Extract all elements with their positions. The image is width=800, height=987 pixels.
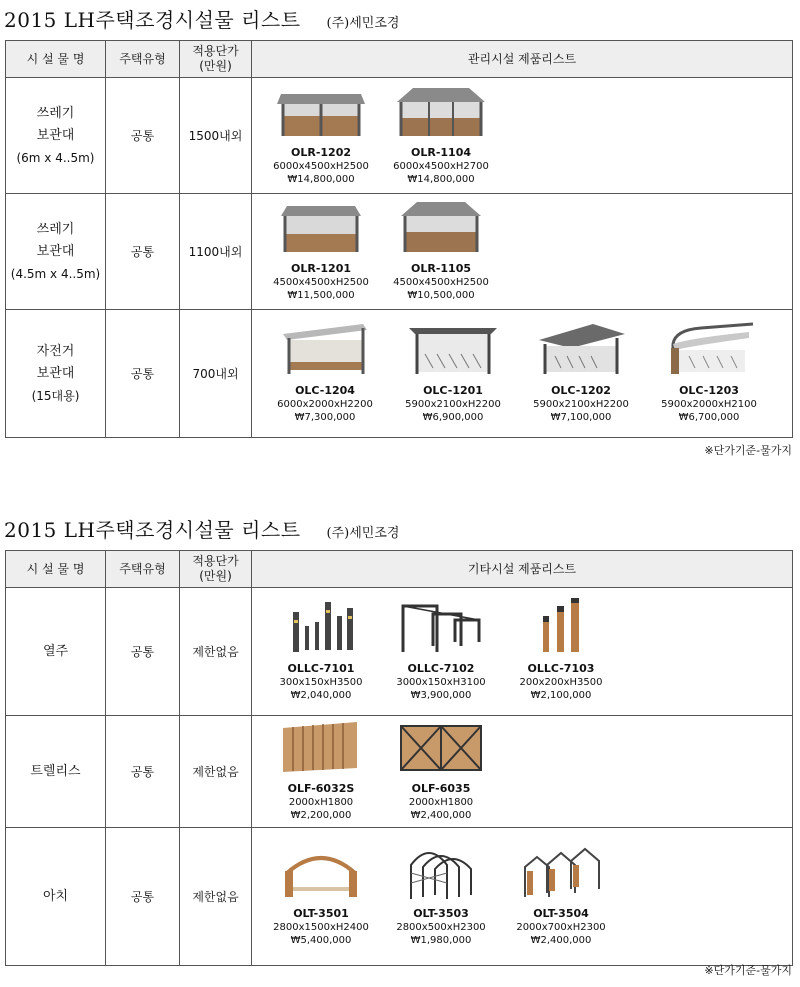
product-card <box>262 843 380 947</box>
product-spec: 2000x700xH2300 <box>516 921 606 933</box>
product-spec: 3000x150xH3100 <box>396 676 486 688</box>
header-products: 기타시설 제품리스트 <box>252 551 793 588</box>
facility-size: (6m x 4..5m) <box>16 150 95 165</box>
product-card <box>646 320 772 424</box>
shelter-icon <box>273 82 369 140</box>
shelter-icon <box>393 198 489 256</box>
header-housing-type: 주택유형 <box>106 551 180 588</box>
unit-price: 700내외 <box>180 310 252 438</box>
product-list <box>252 716 793 828</box>
product-code: OLT-3503 <box>413 906 469 920</box>
product-card <box>382 718 500 822</box>
product-price: ₩10,500,000 <box>407 289 475 301</box>
product-price: ₩6,900,000 <box>422 411 484 423</box>
pillar-icon <box>273 598 369 656</box>
product-card <box>262 320 388 424</box>
shelter-icon <box>393 82 489 140</box>
product-code: OLC-1201 <box>423 383 483 397</box>
product-code: OLLC-7103 <box>527 661 595 675</box>
facility-name <box>6 588 106 716</box>
section-2 <box>0 510 800 987</box>
product-price: ₩2,200,000 <box>290 809 352 821</box>
page-title: 2015 LH주택조경시설물 리스트 <box>4 8 301 32</box>
product-card <box>382 598 500 702</box>
price-note: ※단가기준-물가지 <box>704 444 792 457</box>
table-row <box>6 828 793 966</box>
bike-shelter-icon <box>533 320 629 378</box>
product-code: OLR-1202 <box>290 145 351 159</box>
table-row <box>6 310 793 438</box>
table-row <box>6 78 793 194</box>
product-price: ₩11,500,000 <box>287 289 355 301</box>
product-spec: 4500x4500xH2500 <box>393 276 489 288</box>
facility-name-line: 아치 <box>42 888 69 904</box>
header-price: 적용단가 (만원) <box>180 551 252 588</box>
housing-type: 공통 <box>106 716 180 828</box>
product-spec: 2000xH1800 <box>288 796 354 808</box>
product-card <box>390 320 516 424</box>
housing-type: 공통 <box>106 194 180 310</box>
product-card <box>382 82 500 186</box>
table-row <box>6 716 793 828</box>
product-code: OLF-6035 <box>411 781 471 795</box>
metal-arch-icon <box>393 843 489 901</box>
header-price: 적용단가 (만원) <box>180 41 252 78</box>
product-code: OLC-1202 <box>551 383 611 397</box>
product-code: OLR-1104 <box>410 145 471 159</box>
product-card <box>262 718 380 822</box>
product-card <box>262 82 380 186</box>
trellis-icon <box>273 718 369 776</box>
facility-name-line: 보관대 <box>36 365 75 381</box>
product-list <box>252 310 793 438</box>
product-card <box>382 198 500 302</box>
product-code: OLLC-7101 <box>287 661 355 675</box>
product-price: ₩3,900,000 <box>410 689 472 701</box>
housing-type: 공통 <box>106 310 180 438</box>
company-name: (주)세민조경 <box>326 526 400 541</box>
product-price: ₩14,800,000 <box>407 173 475 185</box>
product-price: ₩2,040,000 <box>290 689 352 701</box>
bike-shelter-icon <box>405 320 501 378</box>
product-spec: 4500x4500xH2500 <box>273 276 369 288</box>
product-price: ₩1,980,000 <box>410 934 472 946</box>
product-spec: 2000xH1800 <box>408 796 474 808</box>
product-table-2 <box>5 550 793 966</box>
product-card <box>262 198 380 302</box>
price-note: ※단가기준-물가지 <box>704 964 792 977</box>
product-list <box>252 828 793 966</box>
table-row <box>6 588 793 716</box>
unit-price: 제한없음 <box>180 828 252 966</box>
unit-price: 제한없음 <box>180 716 252 828</box>
arch-icon <box>273 843 369 901</box>
product-price: ₩6,700,000 <box>678 411 740 423</box>
unit-price: 제한없음 <box>180 588 252 716</box>
product-code: OLC-1203 <box>679 383 739 397</box>
product-code: OLR-1105 <box>410 261 471 275</box>
product-table-1 <box>5 40 793 438</box>
housing-type: 공통 <box>106 828 180 966</box>
header-facility: 시 설 물 명 <box>6 551 106 588</box>
product-price: ₩5,400,000 <box>290 934 352 946</box>
product-card <box>382 843 500 947</box>
facility-size: (15대용) <box>31 388 80 403</box>
facility-name-line: 보관대 <box>36 127 75 143</box>
product-list <box>252 588 793 716</box>
facility-name-line: 자전거 <box>36 343 75 359</box>
facility-name-line: 트렐리스 <box>30 763 81 779</box>
product-spec: 6000x2000xH2200 <box>277 398 373 410</box>
section-1 <box>0 0 800 470</box>
section-2-title-row <box>4 514 399 546</box>
product-spec: 5900x2100xH2200 <box>405 398 501 410</box>
facility-name-line: 쓰레기 <box>36 105 75 121</box>
product-card <box>502 598 620 702</box>
product-list <box>252 78 793 194</box>
facility-name-line: 쓰레기 <box>36 221 75 237</box>
product-code: OLT-3501 <box>293 906 349 920</box>
facility-name <box>6 194 106 310</box>
facility-name <box>6 828 106 966</box>
product-price: ₩7,300,000 <box>294 411 356 423</box>
housing-type: 공통 <box>106 588 180 716</box>
housing-type: 공통 <box>106 78 180 194</box>
unit-price: 1500내외 <box>180 78 252 194</box>
table-row <box>6 194 793 310</box>
facility-name <box>6 78 106 194</box>
unit-price: 1100내외 <box>180 194 252 310</box>
product-card <box>502 843 620 947</box>
house-arch-icon <box>513 843 609 901</box>
curved-shelter-icon <box>661 320 757 378</box>
section-1-title-row <box>4 4 399 36</box>
facility-name <box>6 310 106 438</box>
product-price: ₩2,100,000 <box>530 689 592 701</box>
header-facility: 시 설 물 명 <box>6 41 106 78</box>
product-spec: 300x150xH3500 <box>279 676 363 688</box>
product-price: ₩2,400,000 <box>530 934 592 946</box>
product-code: OLR-1201 <box>290 261 351 275</box>
facility-name-line: 보관대 <box>36 243 75 259</box>
product-spec: 5900x2100xH2200 <box>533 398 629 410</box>
product-spec: 6000x4500xH2500 <box>273 160 369 172</box>
product-card <box>518 320 644 424</box>
trellis-panel-icon <box>393 718 489 776</box>
company-name: (주)세민조경 <box>326 16 400 31</box>
product-code: OLLC-7102 <box>407 661 475 675</box>
product-price: ₩7,100,000 <box>550 411 612 423</box>
facility-size: (4.5m x 4..5m) <box>10 266 101 281</box>
product-list <box>252 194 793 310</box>
product-code: OLC-1204 <box>295 383 355 397</box>
header-housing-type: 주택유형 <box>106 41 180 78</box>
product-price: ₩2,400,000 <box>410 809 472 821</box>
facility-name-line: 열주 <box>42 643 69 659</box>
wood-pillar-icon <box>513 598 609 656</box>
product-spec: 200x200xH3500 <box>519 676 603 688</box>
product-spec: 2800x500xH2300 <box>396 921 486 933</box>
table-header-row <box>6 41 793 78</box>
product-code: OLT-3504 <box>533 906 589 920</box>
bike-shelter-icon <box>277 320 373 378</box>
table-header-row <box>6 551 793 588</box>
shelter-icon <box>273 198 369 256</box>
product-spec: 6000x4500xH2700 <box>393 160 489 172</box>
product-price: ₩14,800,000 <box>287 173 355 185</box>
facility-name <box>6 716 106 828</box>
product-spec: 5900x2000xH2100 <box>661 398 757 410</box>
page-title: 2015 LH주택조경시설물 리스트 <box>4 518 301 542</box>
product-spec: 2800x1500xH2400 <box>273 921 369 933</box>
product-card <box>262 598 380 702</box>
pergola-frame-icon <box>393 598 489 656</box>
product-code: OLF-6032S <box>287 781 355 795</box>
header-products: 관리시설 제품리스트 <box>252 41 793 78</box>
